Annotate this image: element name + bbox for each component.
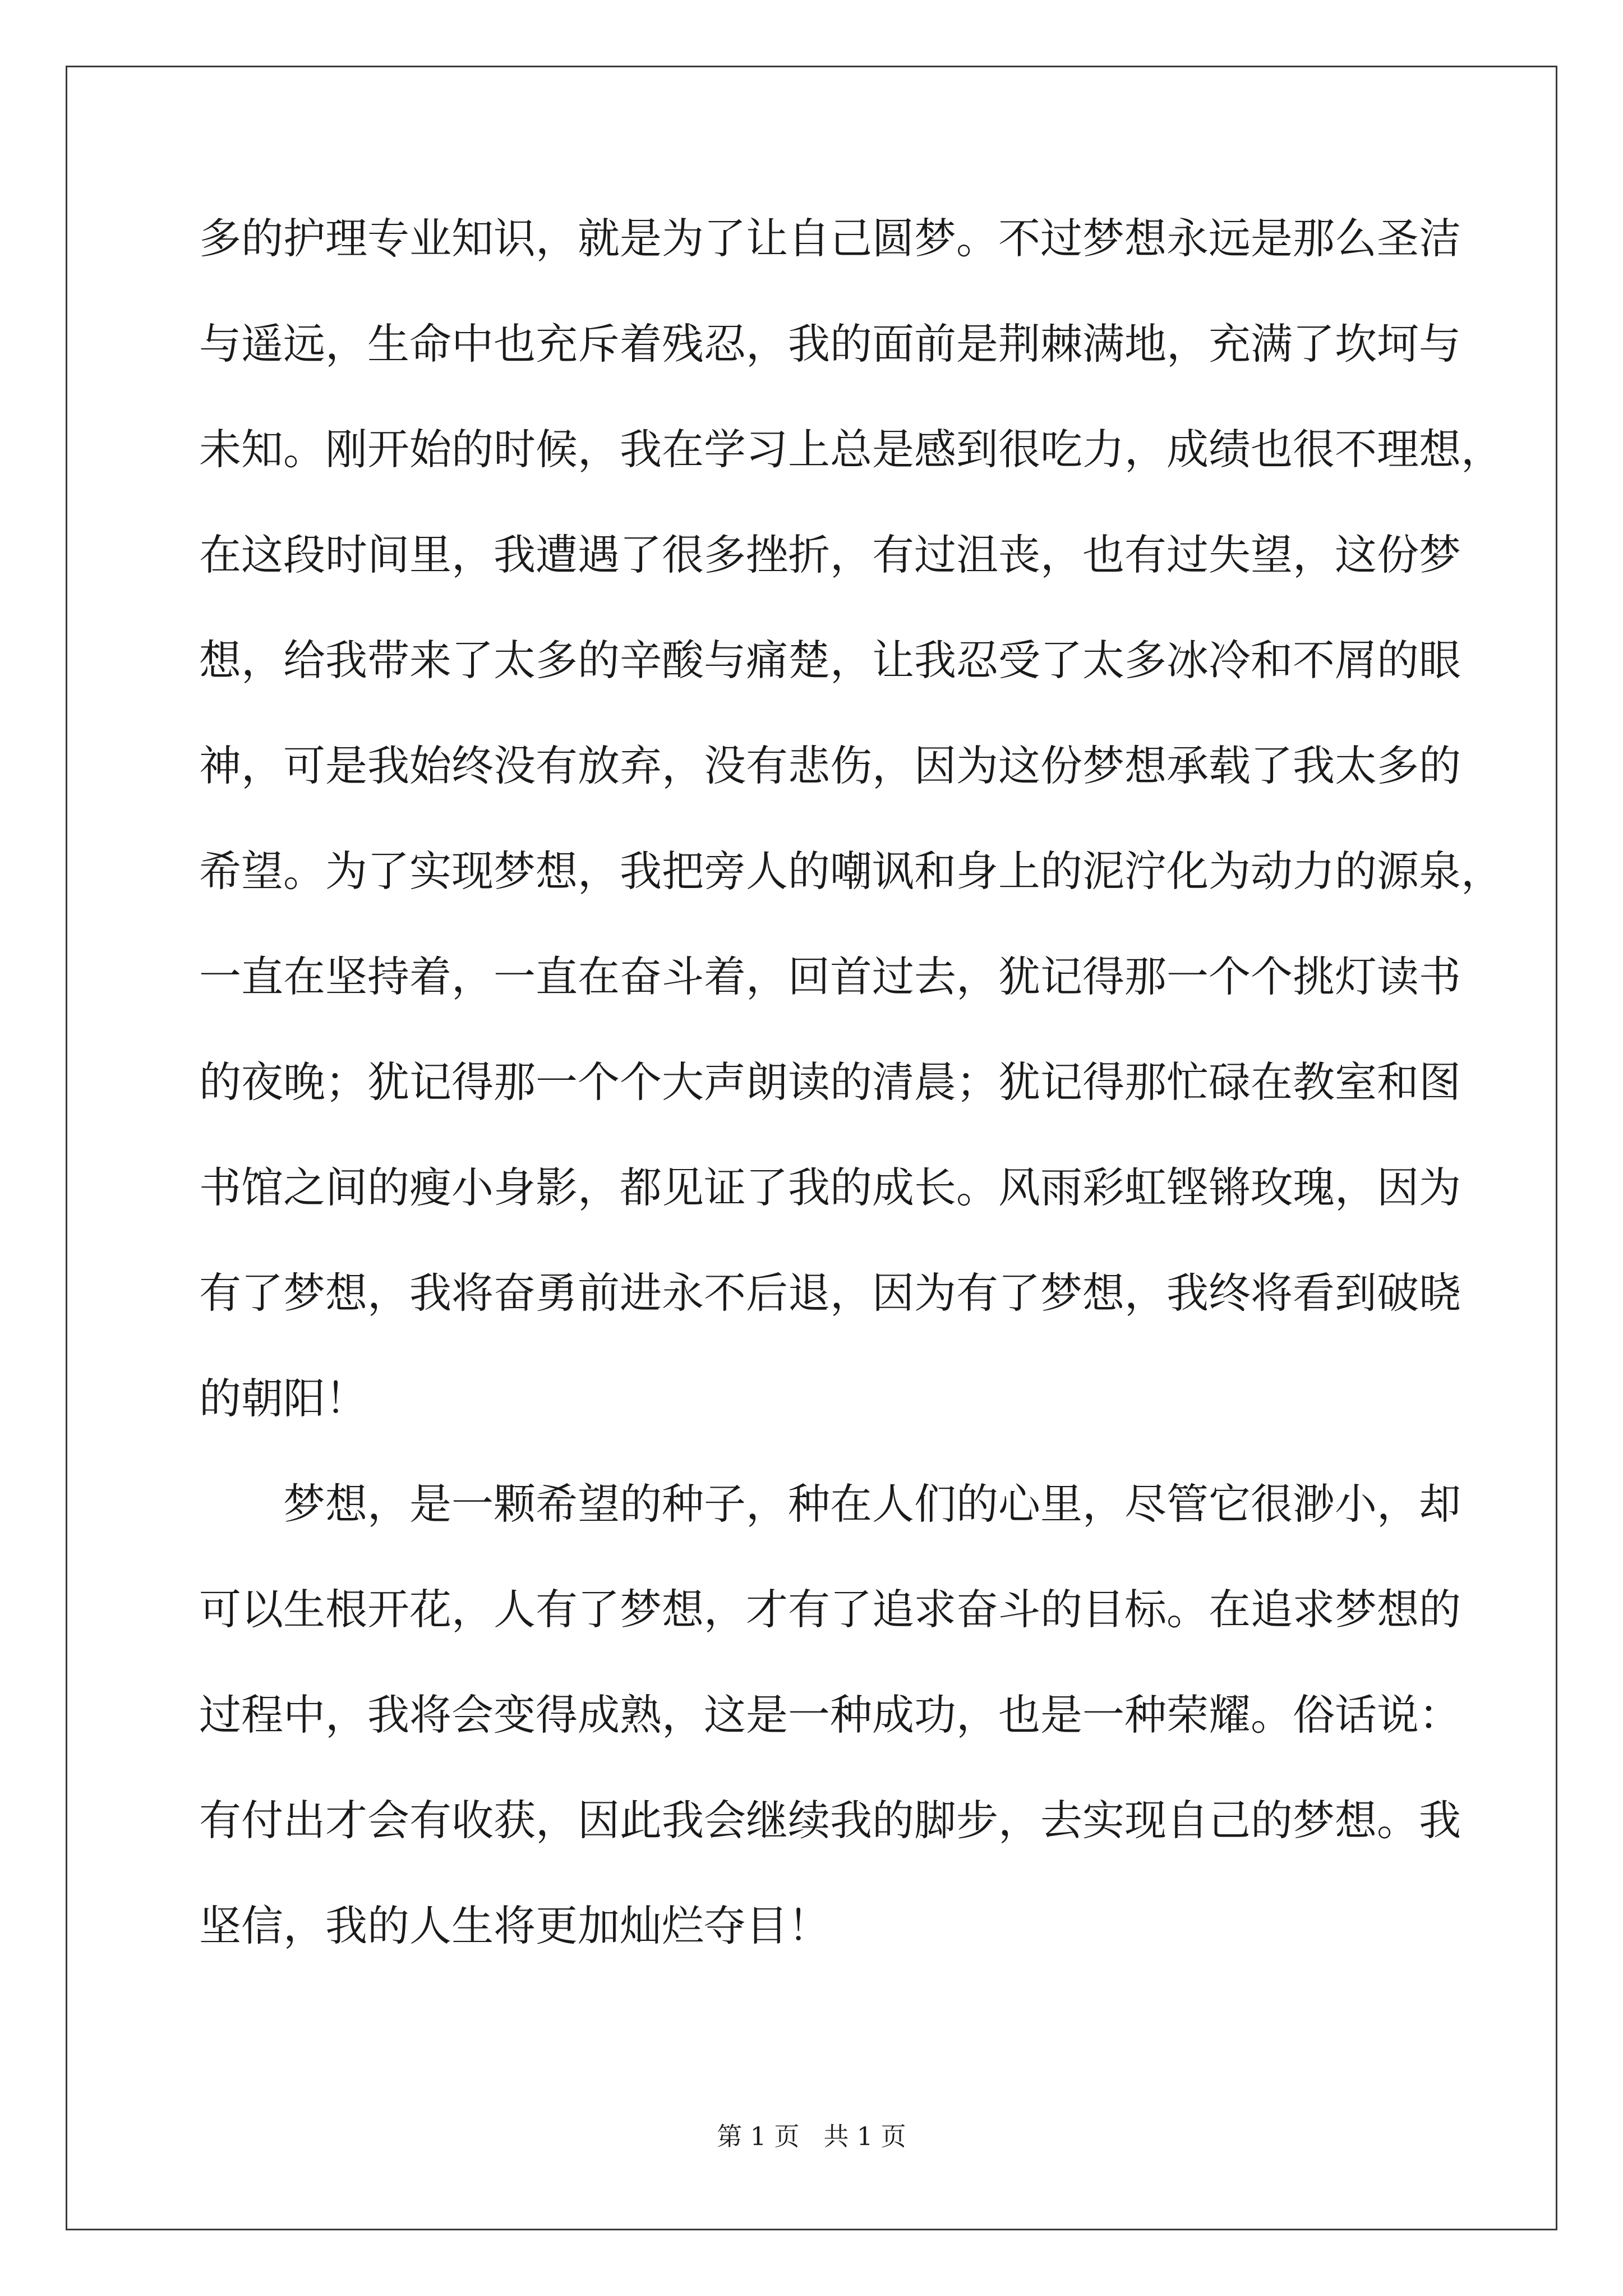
text-line: 在这段时间里，我遭遇了很多挫折，有过沮丧，也有过失望，这份梦: [199, 530, 1461, 579]
text-line: 有付出才会有收获，因此我会继续我的脚步，去实现自己的梦想。我: [199, 1796, 1461, 1845]
text-line: 有了梦想，我将奋勇前进永不后退，因为有了梦想，我终将看到破晓: [199, 1268, 1461, 1318]
text-line: 坚信，我的人生将更加灿烂夺目！: [199, 1901, 831, 1950]
page-number-footer: 第 1 页 共 1 页: [717, 2122, 906, 2151]
paragraph-first-line: 梦想，是一颗希望的种子，种在人们的心里，尽管它很渺小，却: [283, 1479, 1461, 1529]
text-line: 过程中，我将会变得成熟，这是一种成功，也是一种荣耀。俗话说：: [199, 1690, 1461, 1740]
text-line: 的夜晚；犹记得那一个个大声朗读的清晨；犹记得那忙碌在教室和图: [199, 1057, 1461, 1107]
text-line: 与遥远，生命中也充斥着残忍，我的面前是荆棘满地，充满了坎坷与: [199, 319, 1461, 369]
text-line: 一直在坚持着，一直在奋斗着，回首过去，犹记得那一个个挑灯读书: [199, 952, 1461, 1001]
text-line: 的朝阳！: [199, 1374, 368, 1423]
text-line: 书馆之间的瘦小身影，都见证了我的成长。风雨彩虹铿锵玫瑰，因为: [199, 1163, 1461, 1212]
text-line: 希望。为了实现梦想，我把旁人的嘲讽和身上的泥泞化为动力的源泉，: [199, 846, 1504, 896]
text-line: 未知。刚开始的时候，我在学习上总是感到很吃力，成绩也很不理想，: [199, 425, 1504, 474]
text-line: 神，可是我始终没有放弃，没有悲伤，因为这份梦想承载了我太多的: [199, 741, 1461, 790]
text-line: 想，给我带来了太多的辛酸与痛楚，让我忍受了太多冰冷和不屑的眼: [199, 636, 1461, 685]
text-line: 可以生根开花，人有了梦想，才有了追求奋斗的目标。在追求梦想的: [199, 1585, 1461, 1634]
text-line: 多的护理专业知识，就是为了让自己圆梦。不过梦想永远是那么圣洁: [199, 214, 1461, 263]
